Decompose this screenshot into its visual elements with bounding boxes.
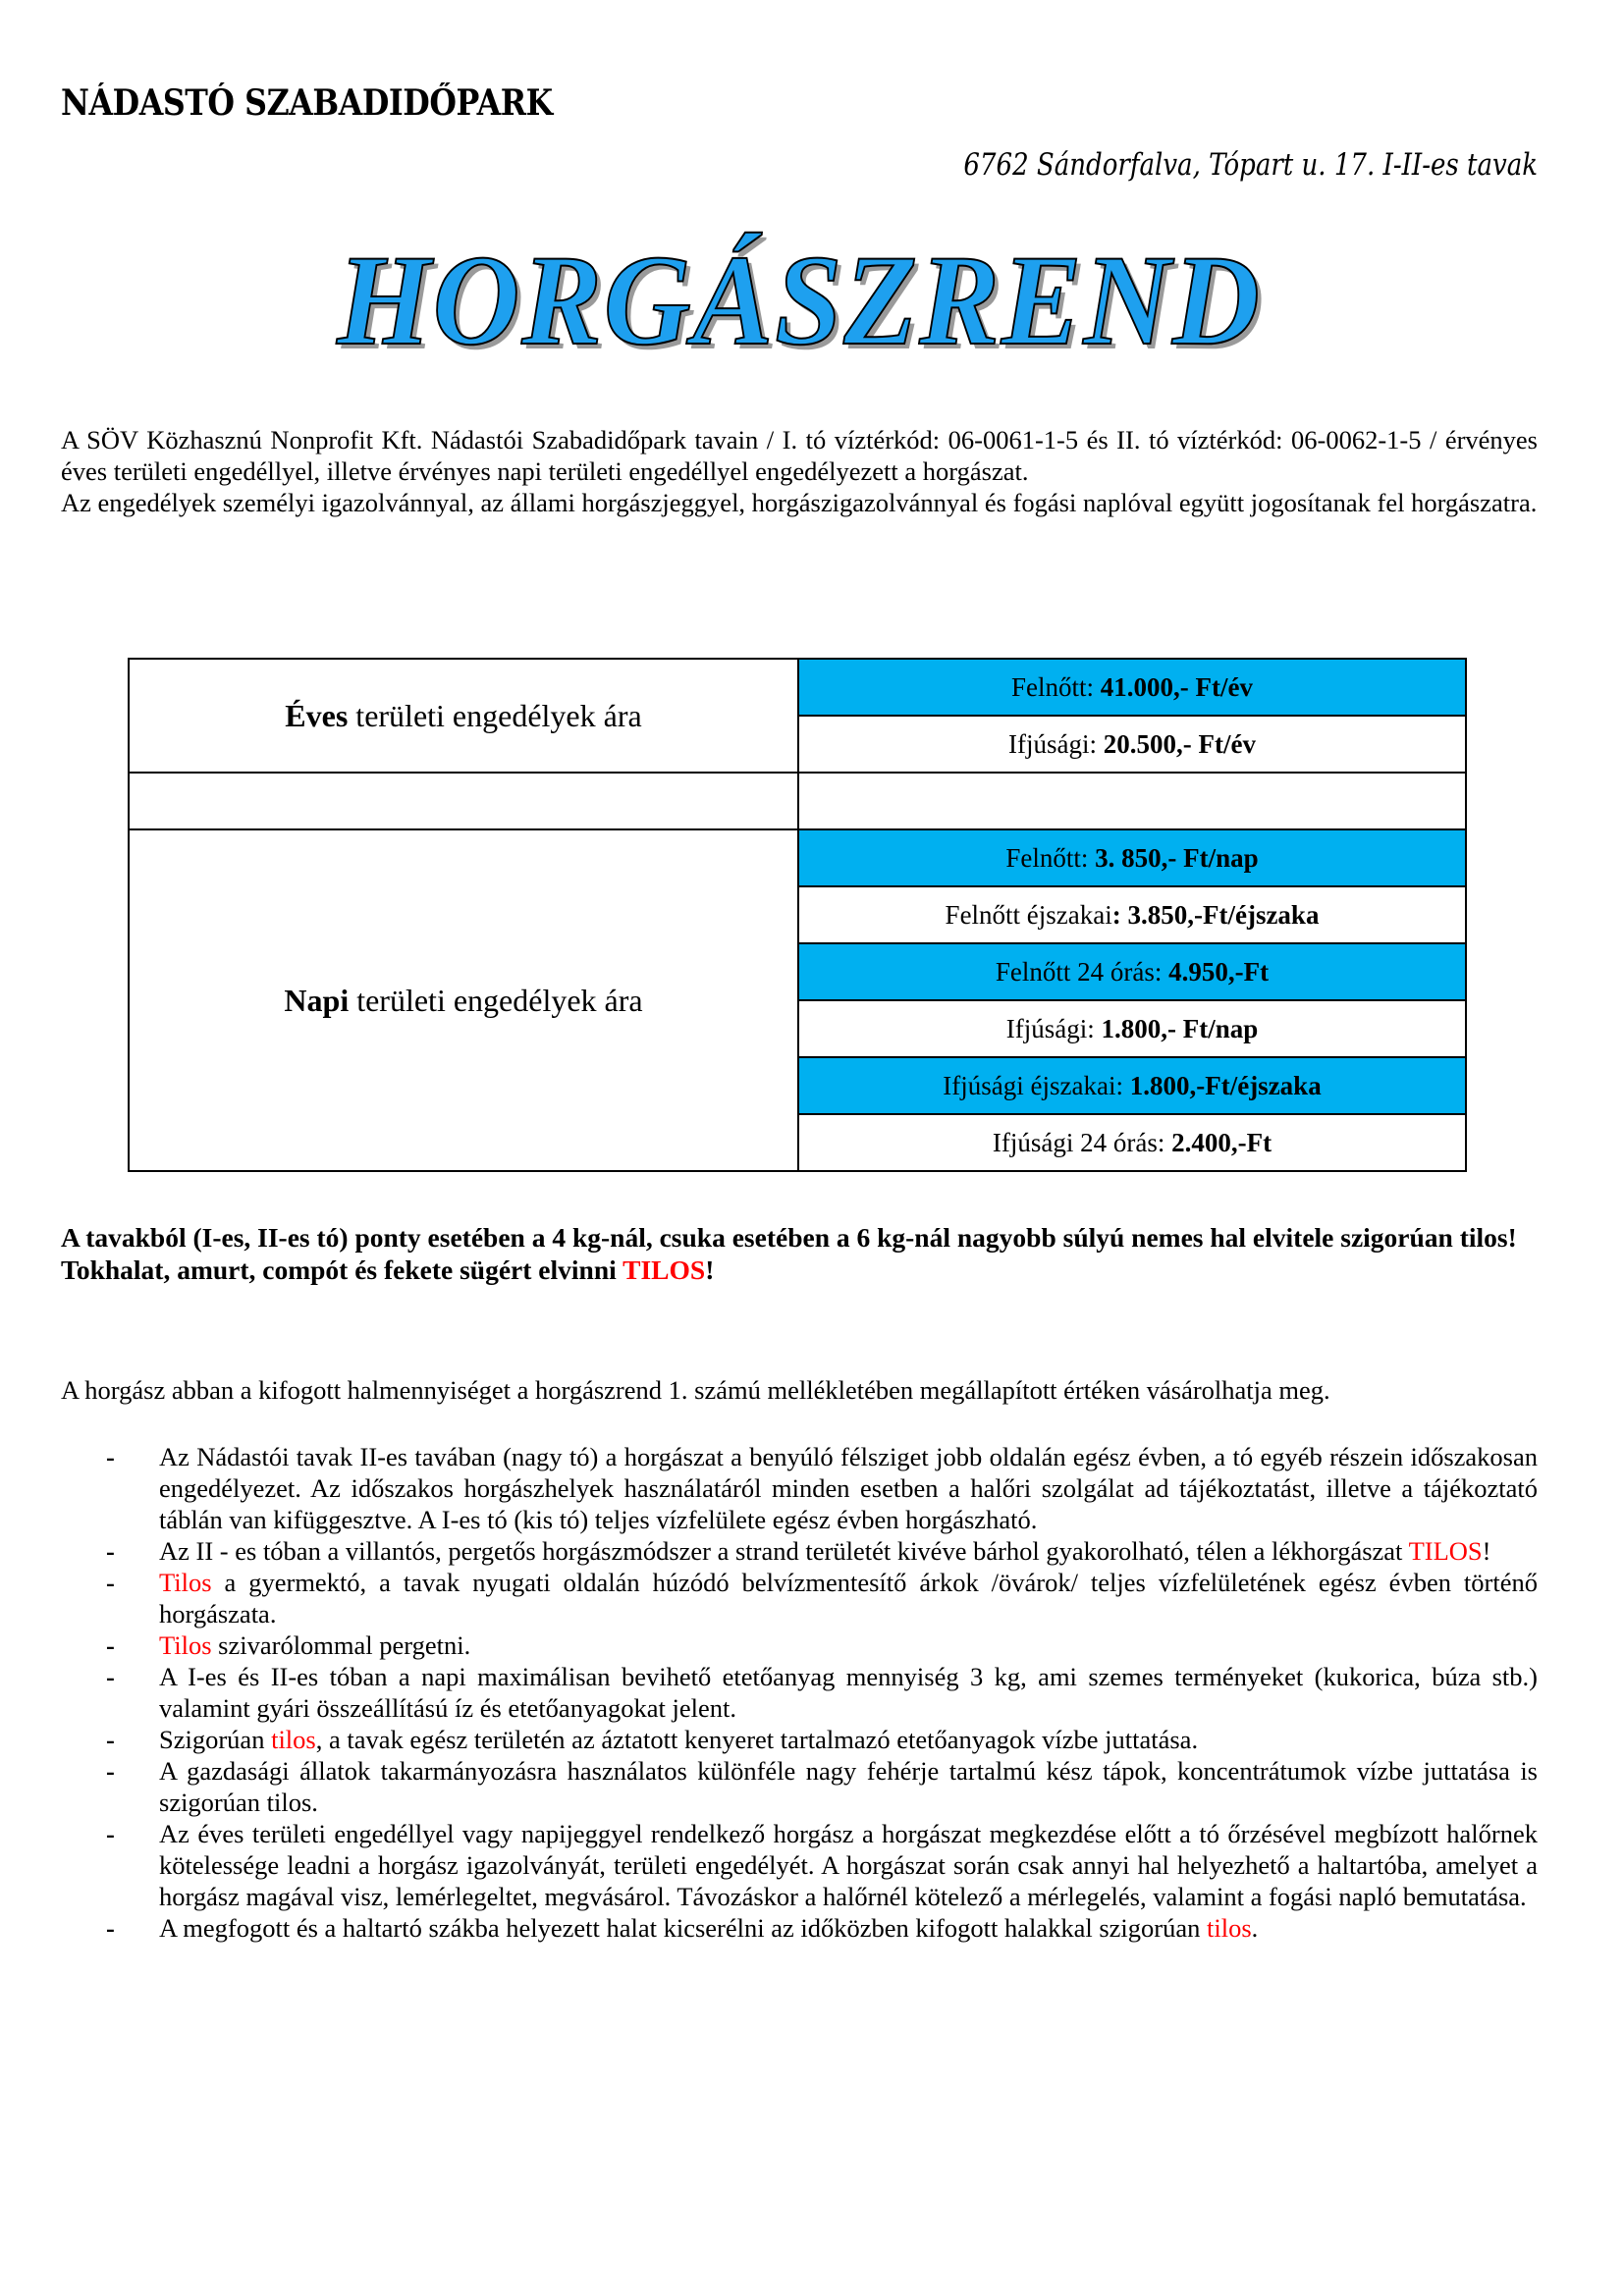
document-title: HORGÁSZREND xyxy=(337,228,1262,372)
price-value: 1.800,- Ft/nap xyxy=(1101,1013,1259,1043)
price-value: 4.950,-Ft xyxy=(1168,956,1270,987)
address: 6762 Sándorfalva, Tópart u. 17. I-II-es tavak xyxy=(963,147,1538,183)
rule-item xyxy=(61,1755,1538,1818)
purchase-section xyxy=(61,1374,1538,1406)
bullet-dash: - xyxy=(106,1913,115,1943)
bullet-dash: - xyxy=(106,1630,115,1660)
daily-permit-label-text: területi engedélyek ára xyxy=(349,982,643,1018)
bullet-dash: - xyxy=(106,1819,115,1848)
rule-text: ! xyxy=(1482,1536,1491,1566)
rule-text: . xyxy=(1251,1913,1259,1943)
price-cell xyxy=(798,1000,1466,1057)
intro-section xyxy=(61,424,1538,518)
price-value: : 3.850,-Ft/éjszaka xyxy=(1111,899,1320,930)
rule-text: szivarólommal pergetni. xyxy=(211,1630,471,1660)
rule-text: Az Nádastói tavak II-es tavában (nagy tó) a horgászat a benyúló félsziget jobb oldalán egész évben, a tó egyéb részein időszakosan engedélyezet. Az időszakos horgászhelyek használatáról minden esetben a halőri szolgálat ad tájékoztatást, illetve a tájékoztató táblán van kifüggesztve. A I-es tó (kis tó) teljes vízfelülete egész évben horgászható. xyxy=(159,1442,1538,1534)
rule-item xyxy=(61,1724,1538,1755)
warning-section xyxy=(61,1221,1538,1286)
bullet-dash: - xyxy=(106,1568,115,1597)
rules-list xyxy=(61,1441,1538,1944)
rule-tilos: TILOS xyxy=(1408,1536,1483,1566)
empty-cell xyxy=(798,773,1466,829)
bullet-dash: - xyxy=(106,1725,115,1754)
rule-text-before: A megfogott és a haltartó szákba helyezett halat kicserélni az időközben kifogott halakkal szigorúan xyxy=(159,1913,1207,1943)
bullet-dash: - xyxy=(106,1442,115,1471)
price-value: 1.800,-Ft/éjszaka xyxy=(1129,1070,1322,1100)
rule-item xyxy=(61,1535,1538,1567)
rule-item xyxy=(61,1567,1538,1629)
rule-tilos: Tilos xyxy=(159,1630,212,1660)
price-cell xyxy=(798,886,1466,943)
price-label: Felnőtt 24 órás: xyxy=(995,956,1169,987)
price-label: Ifjúsági: xyxy=(1005,1013,1102,1043)
bullet-dash: - xyxy=(106,1536,115,1566)
rule-text: A I-es és II-es tóban a napi maximálisan bevihető etetőanyag mennyiség 3 kg, ami szemes terményeket (kukorica, búza stb.) valamint gyári összeállítású íz és etetőanyagokat jelent. xyxy=(159,1662,1538,1723)
rule-item xyxy=(61,1629,1538,1661)
warning-line-2 xyxy=(61,1254,1538,1286)
organization-name: NÁDASTÓ SZABADIDŐPARK xyxy=(61,82,553,124)
price-cell xyxy=(798,943,1466,1000)
annual-permit-label xyxy=(129,659,798,773)
rule-text-before: Szigorúan xyxy=(159,1725,272,1754)
price-label: Ifjúsági éjszakai: xyxy=(943,1070,1130,1100)
price-value: 3. 850,- Ft/nap xyxy=(1095,842,1259,873)
warning-line-1: A tavakból (I-es, II-es tó) ponty esetében a 4 kg-nál, csuka esetében a 6 kg-nál nagyobb súlyú nemes hal elvitele szigorúan tilos! xyxy=(61,1222,1517,1253)
intro-paragraph-1: A SÖV Közhasznú Nonprofit Kft. Nádastói Szabadidőpark tavain / I. tó víztérkód: 06-0061-1-5 és II. tó víztérkód: 06-0062-1-5 / érvényes éves területi engedéllyel, illetve érvényes napi területi engedéllyel engedélyezett a horgászat. xyxy=(61,425,1538,486)
price-value: 2.400,-Ft xyxy=(1171,1127,1272,1157)
purchase-paragraph: A horgász abban a kifogott halmennyiséget a horgászrend 1. számú mellékletében megállapított értéken vásárolhatja meg. xyxy=(61,1375,1330,1405)
price-label: Felnőtt: xyxy=(1005,842,1096,873)
annual-permit-row xyxy=(129,659,1466,716)
rule-text: A gazdasági állatok takarmányozásra használatos különféle nagy fehérje tartalmú kész tápok, koncentrátumok vízbe juttatása is szigorúan tilos. xyxy=(159,1756,1538,1817)
price-cell xyxy=(798,1114,1466,1171)
rule-item xyxy=(61,1441,1538,1535)
price-value: 20.500,- Ft/év xyxy=(1103,728,1256,759)
rule-tilos: Tilos xyxy=(159,1568,212,1597)
price-label: Felnőtt: xyxy=(1011,671,1101,702)
empty-cell xyxy=(129,773,798,829)
intro-paragraph-2: Az engedélyek személyi igazolvánnyal, az állami horgászjeggyel, horgászigazolvánnyal és fogási naplóval együtt jogosítanak fel horgászatra. xyxy=(61,488,1538,517)
price-label: Ifjúsági 24 órás: xyxy=(992,1127,1172,1157)
price-value: 41.000,- Ft/év xyxy=(1100,671,1253,702)
warning-line-2-text: Tokhalat, amurt, compót és fekete sügért elvinni xyxy=(61,1255,623,1285)
daily-permit-label xyxy=(129,829,798,1171)
price-label: Felnőtt éjszakai xyxy=(945,899,1112,930)
table-spacer-row xyxy=(129,773,1466,829)
annual-permit-label-bold: Éves xyxy=(285,697,349,733)
price-cell xyxy=(798,716,1466,773)
price-cell xyxy=(798,829,1466,886)
price-label: Ifjúsági: xyxy=(1008,728,1104,759)
price-table xyxy=(128,658,1467,1172)
rule-text: Az éves területi engedéllyel vagy napijeggyel rendelkező horgász a horgászat megkezdése előtt a tó őrzésével megbízott halőrnek kötelessége leadni a horgász igazolványát, területi engedélyét. A horgászat során csak annyi hal helyezhető a haltartóba, amelyet a horgász magával visz, lemérlegeltet, megvásárol. Távozáskor a halőrnél kötelező a mérlegelés, valamint a fogási napló bemutatása. xyxy=(159,1819,1538,1911)
rule-tilos: tilos xyxy=(271,1725,316,1754)
rule-text: a gyermektó, a tavak nyugati oldalán húzódó belvízmentesítő árkok /övárok/ teljes vízfelületének egész évben történő horgászata. xyxy=(159,1568,1538,1629)
bullet-dash: - xyxy=(106,1662,115,1691)
bullet-dash: - xyxy=(106,1756,115,1786)
annual-permit-label-text: területi engedélyek ára xyxy=(348,697,642,733)
rule-item xyxy=(61,1661,1538,1724)
rule-text: , a tavak egész területén az áztatott kenyeret tartalmazó etetőanyagok vízbe juttatása. xyxy=(315,1725,1199,1754)
rule-item xyxy=(61,1912,1538,1944)
price-cell xyxy=(798,1057,1466,1114)
warning-line-2-end: ! xyxy=(705,1255,715,1285)
rule-text-before: Az II - es tóban a villantós, pergetős horgászmódszer a strand területét kivéve bárhol gyakorolható, télen a lékhorgászat xyxy=(159,1536,1409,1566)
daily-permit-row xyxy=(129,829,1466,886)
daily-permit-label-bold: Napi xyxy=(284,982,350,1018)
warning-tilos: TILOS xyxy=(623,1255,706,1285)
price-cell xyxy=(798,659,1466,716)
rule-item xyxy=(61,1818,1538,1912)
rule-tilos: tilos xyxy=(1206,1913,1252,1943)
